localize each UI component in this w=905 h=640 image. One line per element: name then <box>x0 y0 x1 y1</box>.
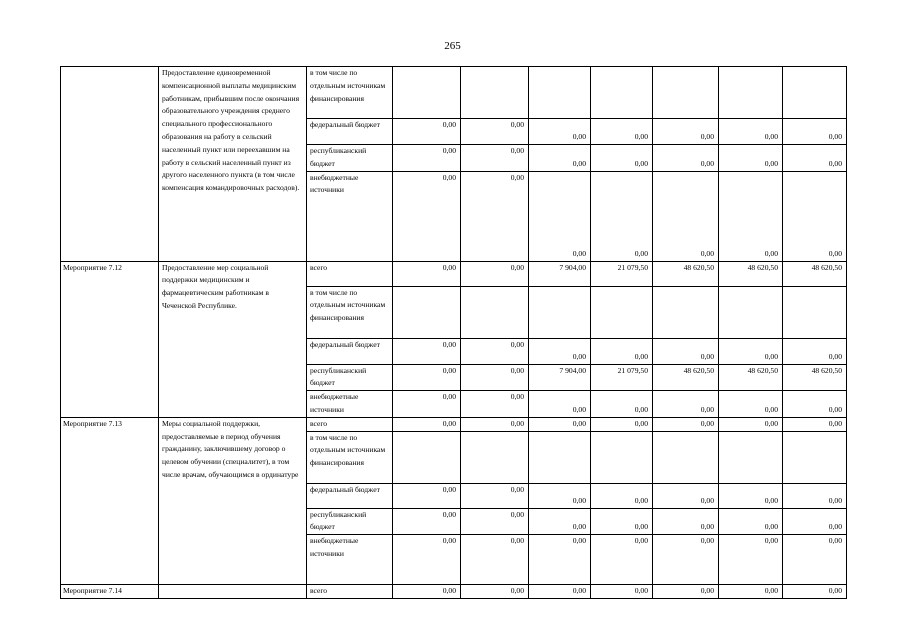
value-cell <box>461 431 529 483</box>
value-cell: 0,00 <box>719 417 783 431</box>
funding-source-cell: всего <box>307 261 393 286</box>
value-cell: 0,00 <box>653 417 719 431</box>
value-cell <box>783 67 847 119</box>
value-cell: 48 620,50 <box>653 261 719 286</box>
value-cell: 0,00 <box>653 535 719 585</box>
value-cell: 0,00 <box>653 171 719 261</box>
value-cell: 0,00 <box>653 483 719 508</box>
value-cell <box>461 67 529 119</box>
value-cell: 0,00 <box>393 508 461 535</box>
table-row <box>61 585 847 599</box>
value-cell: 0,00 <box>393 585 461 599</box>
value-cell <box>393 431 461 483</box>
funding-source-cell: в том числе по отдельным источникам финансирования <box>307 286 393 338</box>
value-cell: 0,00 <box>393 171 461 261</box>
funding-source-cell: федеральный бюджет <box>307 119 393 145</box>
value-cell: 0,00 <box>719 483 783 508</box>
value-cell: 0,00 <box>653 119 719 145</box>
value-cell: 21 079,50 <box>591 261 653 286</box>
value-cell <box>529 431 591 483</box>
funding-source-cell: республиканский бюджет <box>307 364 393 391</box>
activity-cell: Мероприятие 7.12 <box>61 261 159 417</box>
value-cell: 0,00 <box>529 145 591 172</box>
value-cell <box>461 286 529 338</box>
value-cell: 0,00 <box>719 585 783 599</box>
value-cell <box>719 286 783 338</box>
funding-source-cell: республиканский бюджет <box>307 145 393 172</box>
value-cell <box>653 67 719 119</box>
value-cell: 0,00 <box>529 338 591 364</box>
value-cell: 0,00 <box>461 171 529 261</box>
value-cell: 0,00 <box>719 119 783 145</box>
funding-source-cell: федеральный бюджет <box>307 338 393 364</box>
description-cell: Меры социальной поддержки, предоставляемые в период обучения гражданину, заключившему договор о целевом обучении (специалитет), в том числе врачам, обучающимся в ординатуре <box>159 417 307 584</box>
value-cell: 0,00 <box>461 261 529 286</box>
value-cell: 0,00 <box>393 364 461 391</box>
value-cell: 0,00 <box>591 417 653 431</box>
value-cell <box>591 286 653 338</box>
value-cell: 0,00 <box>719 508 783 535</box>
value-cell: 0,00 <box>783 145 847 172</box>
funding-source-cell: внебюджетные источники <box>307 391 393 418</box>
value-cell: 0,00 <box>719 535 783 585</box>
value-cell: 0,00 <box>653 338 719 364</box>
value-cell: 0,00 <box>393 391 461 418</box>
value-cell: 0,00 <box>783 508 847 535</box>
table-row <box>61 261 847 286</box>
funding-source-cell: всего <box>307 417 393 431</box>
value-cell: 0,00 <box>591 391 653 418</box>
value-cell: 0,00 <box>591 119 653 145</box>
value-cell <box>653 431 719 483</box>
value-cell: 0,00 <box>591 171 653 261</box>
value-cell: 0,00 <box>461 338 529 364</box>
funding-source-cell: всего <box>307 585 393 599</box>
value-cell: 0,00 <box>591 145 653 172</box>
page-number: 265 <box>444 40 461 52</box>
value-cell <box>393 286 461 338</box>
description-cell: Предоставление единовременной компенсационной выплаты медицинским работникам, прибывшим после окончания образовательного учреждения среднего специального профессионального образования на работу в сельский населенный пункт или переехавшим на работу в сельский населенный пункт из другого населенного пункта (в том числе компенсация командировочных расходов). <box>159 67 307 262</box>
value-cell: 0,00 <box>529 391 591 418</box>
value-cell: 0,00 <box>719 145 783 172</box>
value-cell: 7 904,00 <box>529 261 591 286</box>
value-cell: 0,00 <box>461 145 529 172</box>
value-cell: 0,00 <box>783 417 847 431</box>
value-cell <box>783 431 847 483</box>
value-cell: 0,00 <box>529 508 591 535</box>
value-cell: 0,00 <box>461 364 529 391</box>
value-cell: 0,00 <box>393 338 461 364</box>
value-cell: 0,00 <box>393 483 461 508</box>
value-cell: 0,00 <box>393 145 461 172</box>
table-row <box>61 67 847 119</box>
value-cell: 0,00 <box>653 585 719 599</box>
value-cell: 0,00 <box>783 391 847 418</box>
description-cell <box>159 585 307 599</box>
value-cell: 21 079,50 <box>591 364 653 391</box>
value-cell: 0,00 <box>529 585 591 599</box>
funding-source-cell: внебюджетные источники <box>307 535 393 585</box>
value-cell: 0,00 <box>653 508 719 535</box>
funding-source-cell: республиканский бюджет <box>307 508 393 535</box>
value-cell: 0,00 <box>783 535 847 585</box>
value-cell <box>653 286 719 338</box>
value-cell: 0,00 <box>591 535 653 585</box>
budget-table <box>60 66 847 599</box>
value-cell <box>591 431 653 483</box>
value-cell: 0,00 <box>393 119 461 145</box>
value-cell: 0,00 <box>783 483 847 508</box>
funding-source-cell: в том числе по отдельным источникам финансирования <box>307 431 393 483</box>
value-cell: 0,00 <box>529 171 591 261</box>
activity-cell: Мероприятие 7.13 <box>61 417 159 584</box>
value-cell: 48 620,50 <box>653 364 719 391</box>
value-cell: 0,00 <box>783 338 847 364</box>
value-cell <box>393 67 461 119</box>
value-cell: 0,00 <box>719 338 783 364</box>
value-cell: 7 904,00 <box>529 364 591 391</box>
value-cell: 0,00 <box>719 171 783 261</box>
value-cell: 0,00 <box>653 145 719 172</box>
value-cell: 0,00 <box>783 171 847 261</box>
value-cell: 0,00 <box>529 483 591 508</box>
value-cell: 0,00 <box>783 585 847 599</box>
value-cell: 0,00 <box>461 119 529 145</box>
value-cell: 0,00 <box>461 483 529 508</box>
value-cell: 0,00 <box>461 417 529 431</box>
value-cell: 48 620,50 <box>783 364 847 391</box>
activity-cell <box>61 67 159 262</box>
value-cell <box>783 286 847 338</box>
value-cell: 0,00 <box>653 391 719 418</box>
activity-cell: Мероприятие 7.14 <box>61 585 159 599</box>
value-cell: 0,00 <box>591 508 653 535</box>
value-cell: 0,00 <box>591 483 653 508</box>
value-cell: 0,00 <box>591 338 653 364</box>
value-cell <box>529 67 591 119</box>
value-cell: 0,00 <box>461 391 529 418</box>
funding-source-cell: внебюджетные источники <box>307 171 393 261</box>
table-row <box>61 417 847 431</box>
value-cell: 0,00 <box>529 417 591 431</box>
value-cell <box>591 67 653 119</box>
value-cell <box>719 67 783 119</box>
value-cell: 48 620,50 <box>719 364 783 391</box>
value-cell: 0,00 <box>393 535 461 585</box>
value-cell: 0,00 <box>461 585 529 599</box>
value-cell: 0,00 <box>461 535 529 585</box>
funding-source-cell: в том числе по отдельным источникам финансирования <box>307 67 393 119</box>
value-cell: 0,00 <box>393 417 461 431</box>
value-cell: 48 620,50 <box>783 261 847 286</box>
value-cell: 0,00 <box>393 261 461 286</box>
value-cell: 0,00 <box>529 119 591 145</box>
value-cell: 0,00 <box>719 391 783 418</box>
value-cell: 0,00 <box>783 119 847 145</box>
description-cell: Предоставление мер социальной поддержки медицинским и фармацевтическим работникам в Чеченской Республике. <box>159 261 307 417</box>
funding-source-cell: федеральный бюджет <box>307 483 393 508</box>
value-cell: 0,00 <box>529 535 591 585</box>
value-cell <box>529 286 591 338</box>
value-cell: 0,00 <box>461 508 529 535</box>
value-cell: 48 620,50 <box>719 261 783 286</box>
value-cell <box>719 431 783 483</box>
value-cell: 0,00 <box>591 585 653 599</box>
